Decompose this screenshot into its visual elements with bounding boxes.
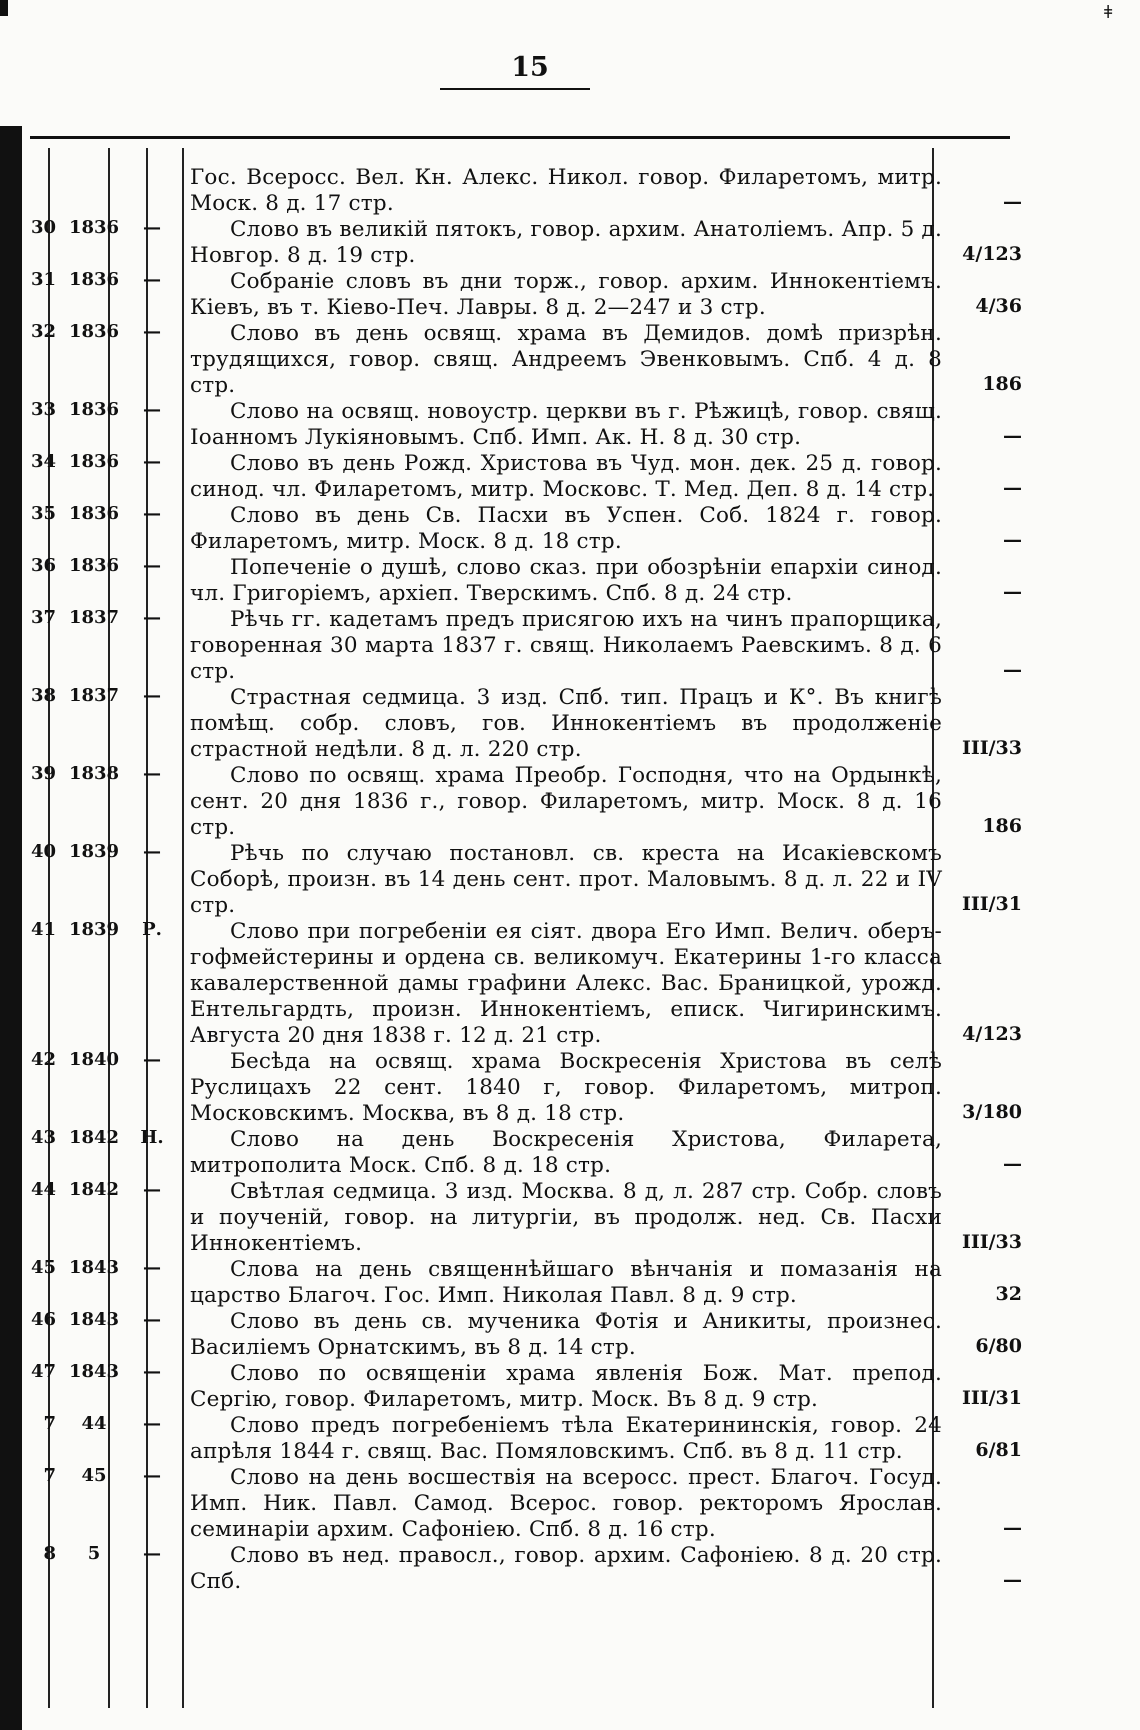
entry-year: 1839 [68, 919, 120, 940]
page-left-edge-bar [0, 126, 22, 1730]
entry-number: 30 [30, 217, 56, 238]
entry-value: 186 [982, 373, 1022, 395]
page-number-rule [440, 88, 590, 90]
entry-mark: — [143, 1257, 161, 1278]
entry-year: 1840 [68, 1049, 120, 1070]
entry-mark: — [143, 1465, 161, 1486]
table-row [22, 919, 1022, 1049]
catalog-table [22, 165, 1022, 1595]
entry-mark: Н. [140, 1127, 164, 1148]
entry-year: 1836 [68, 451, 120, 472]
entry-text: Слово по освященіи храма явленія Бож. Мат. препод. Сергію, говор. Филаретомъ, митр. Моск. Въ 8 д. 9 стр. [190, 1361, 942, 1412]
entry-number: 39 [30, 763, 56, 784]
entry-mark: — [143, 1361, 161, 1382]
entry-text: Слово на освящ. новоустр. церкви въ г. Рѣжицѣ, говор. свящ. Іоанномъ Лукіяновымъ. Спб. Имп. Ак. Н. 8 д. 30 стр. [190, 399, 942, 450]
entry-value: 4/36 [975, 295, 1022, 317]
entry-number: 41 [30, 919, 56, 940]
entry-text: Свѣтлая седмица. 3 изд. Москва. 8 д, л. 287 стр. Собр. словъ и поученій, говор. на литургіи, въ продолж. нед. Св. Пасхи Иннокентіемъ. [190, 1179, 942, 1256]
entry-year: 1838 [68, 763, 120, 784]
entry-number: 35 [30, 503, 56, 524]
entry-text: Слово въ день св. мученика Фотія и Аникиты, произнес. Василіемъ Орнатскимъ, въ 8 д. 14 стр. [190, 1309, 942, 1360]
entry-mark: — [143, 1179, 161, 1200]
entry-mark: — [143, 763, 161, 784]
entry-number: 47 [30, 1361, 56, 1382]
entry-value: — [1003, 659, 1022, 681]
table-row [22, 1257, 1022, 1309]
table-row [22, 607, 1022, 685]
entry-text: Слово въ великій пятокъ, говор. архим. Анатоліемъ. Апр. 5 д. Новгор. 8 д. 19 стр. [190, 217, 942, 268]
entry-year: 1843 [68, 1257, 120, 1278]
entry-mark: — [143, 321, 161, 342]
entry-value: — [1003, 1517, 1022, 1539]
entry-number: 8 [43, 1543, 56, 1564]
entry-year: 1843 [68, 1309, 120, 1330]
entry-year: 1836 [68, 269, 120, 290]
entry-value: — [1003, 581, 1022, 603]
entry-mark: — [143, 607, 161, 628]
entry-value: 4/123 [962, 243, 1022, 265]
entry-mark: — [143, 1543, 161, 1564]
entry-year: 1836 [68, 399, 120, 420]
entry-number: 42 [30, 1049, 56, 1070]
entry-number: 43 [30, 1127, 56, 1148]
entry-text: Слово въ день Св. Пасхи въ Успен. Соб. 1824 г. говор. Филаретомъ, митр. Моск. 8 д. 18 стр. [190, 503, 942, 554]
entry-text: Слово въ день освящ. храма въ Демидов. домѣ призрѣн. трудящихся, говор. свящ. Андреемъ Эвенковымъ. Спб. 4 д. 8 стр. [190, 321, 942, 398]
entry-year: 1842 [68, 1179, 120, 1200]
entry-year: 1836 [68, 503, 120, 524]
entry-year: 1842 [68, 1127, 120, 1148]
entry-mark: — [143, 217, 161, 238]
entry-mark: — [143, 555, 161, 576]
entry-text: Рѣчь гг. кадетамъ предъ присягою ихъ на чинъ прапорщика, говоренная 30 марта 1837 г. свящ. Николаемъ Раевскимъ. 8 д. 6 стр. [190, 607, 942, 684]
table-row [22, 1543, 1022, 1595]
entry-value: — [1003, 477, 1022, 499]
table-row [22, 1309, 1022, 1361]
entry-value: — [1003, 529, 1022, 551]
entry-number: 31 [30, 269, 56, 290]
entry-number: 7 [43, 1413, 56, 1434]
table-row [22, 217, 1022, 269]
entry-value: III/33 [961, 737, 1022, 759]
table-row [22, 1049, 1022, 1127]
entry-year: 1837 [68, 685, 120, 706]
table-row [22, 1127, 1022, 1179]
entry-number: 46 [30, 1309, 56, 1330]
table-row [22, 321, 1022, 399]
entry-value: III/33 [961, 1231, 1022, 1253]
entry-text: Слово въ нед. правосл., говор. архим. Сафоніею. 8 д. 20 стр. Спб. [190, 1543, 942, 1594]
table-row [22, 503, 1022, 555]
entry-value: 3/180 [962, 1101, 1022, 1123]
entry-mark: — [143, 1049, 161, 1070]
table-row [22, 399, 1022, 451]
entry-mark: — [143, 1309, 161, 1330]
entry-mark: — [143, 841, 161, 862]
entry-year: 44 [81, 1413, 107, 1434]
entry-value: — [1003, 1153, 1022, 1175]
entry-year: 1836 [68, 217, 120, 238]
entry-number: 7 [43, 1465, 56, 1486]
entry-value: 6/80 [975, 1335, 1022, 1357]
table-row [22, 841, 1022, 919]
entry-value: 32 [995, 1283, 1022, 1305]
entry-number: 37 [30, 607, 56, 628]
entry-mark: — [143, 1413, 161, 1434]
table-row [22, 555, 1022, 607]
table-top-rule [30, 136, 1010, 139]
entry-text: Слово по освящ. храма Преобр. Господня, что на Ордынкѣ, сент. 20 дня 1836 г., говор. Филаретомъ, митр. Моск. 8 д. 16 стр. [190, 763, 942, 840]
entry-text: Гос. Всеросс. Вел. Кн. Алекс. Никол. говор. Филаретомъ, митр. Моск. 8 д. 17 стр. [190, 165, 942, 216]
entry-year: 1837 [68, 607, 120, 628]
entry-number: 38 [30, 685, 56, 706]
entry-number: 33 [30, 399, 56, 420]
table-row [22, 269, 1022, 321]
entry-value: 6/81 [975, 1439, 1022, 1461]
entry-text: Рѣчь по случаю постановл. св. креста на Исакіевскомъ Соборѣ, произн. въ 14 день сент. прот. Маловымъ. 8 д. л. 22 и IV стр. [190, 841, 942, 918]
entry-mark: — [143, 451, 161, 472]
entry-value: III/31 [961, 893, 1022, 915]
entry-year: 1843 [68, 1361, 120, 1382]
entry-mark: — [143, 399, 161, 420]
entry-text: Слово въ день Рожд. Христова въ Чуд. мон. дек. 25 д. говор. синод. чл. Филаретомъ, митр. Московс. Т. Мед. Деп. 8 д. 14 стр. [190, 451, 942, 502]
entry-year: 1836 [68, 321, 120, 342]
scan-edge-mark [0, 0, 8, 16]
entry-year: 1836 [68, 555, 120, 576]
table-row [22, 1413, 1022, 1465]
entry-mark: Р. [142, 919, 162, 940]
entry-value: 4/123 [962, 1023, 1022, 1045]
table-row [22, 1465, 1022, 1543]
table-row [22, 451, 1022, 503]
entry-text: Слово на день восшествія на всеросс. прест. Благоч. Госуд. Имп. Ник. Павл. Самод. Всерос. говор. ректоромъ Ярослав. семинаріи архим. Сафоніею. Спб. 8 д. 16 стр. [190, 1465, 942, 1542]
entry-text: Слово на день Воскресенія Христова, Филарета, митрополита Моск. Спб. 8 д. 18 стр. [190, 1127, 942, 1178]
entry-number: 34 [30, 451, 56, 472]
entry-number: 32 [30, 321, 56, 342]
table-row [22, 685, 1022, 763]
entry-text: Слово предъ погребеніемъ тѣла Екатерининскія, говор. 24 апрѣля 1844 г. свящ. Вас. Помяловскимъ. Спб. въ 8 д. 11 стр. [190, 1413, 942, 1464]
page-number: 15 [511, 52, 549, 83]
entry-value: — [1003, 425, 1022, 447]
entry-number: 40 [30, 841, 56, 862]
entry-value: 186 [982, 815, 1022, 837]
entry-value: — [1003, 1569, 1022, 1591]
table-row [22, 763, 1022, 841]
entry-year: 1839 [68, 841, 120, 862]
entry-mark: — [143, 503, 161, 524]
entry-text: Попеченіе о душѣ, слово сказ. при обозрѣніи епархіи синод. чл. Григоріемъ, архіеп. Тверскимъ. Спб. 8 д. 24 стр. [190, 555, 942, 606]
entry-text: Собраніе словъ въ дни торж., говор. архим. Иннокентіемъ. Кіевъ, въ т. Кіево-Печ. Лавры. 8 д. 2—247 и 3 стр. [190, 269, 942, 320]
entry-value: III/31 [961, 1387, 1022, 1409]
entry-mark: — [143, 269, 161, 290]
entry-mark: — [143, 685, 161, 706]
table-row [22, 1179, 1022, 1257]
entry-number: 36 [30, 555, 56, 576]
entry-number: 44 [30, 1179, 56, 1200]
entry-text: Страстная седмица. 3 изд. Спб. тип. Працъ и К°. Въ книгѣ помѣщ. собр. словъ, гов. Иннокентіемъ въ продолженіе страстной недѣли. 8 д. л. 220 стр. [190, 685, 942, 762]
table-row [22, 1361, 1022, 1413]
entry-text: Слова на день священнѣйшаго вѣнчанія и помазанія на царство Благоч. Гос. Имп. Николая Павл. 8 д. 9 стр. [190, 1257, 942, 1308]
entry-year: 45 [81, 1465, 107, 1486]
entry-text: Слово при погребеніи ея сіят. двора Его Имп. Велич. оберъ-гофмейстерины и ордена св. великомуч. Екатерины 1-го класса кавалерственной дамы графини Алекс. Вас. Браницкой, урожд. Ентельгардть, произн. Иннокентіемъ, еписк. Чигиринскимъ. Августа 20 дня 1838 г. 12 д. 21 стр. [190, 919, 942, 1048]
table-row [22, 165, 1022, 217]
scan-corner-mark: ǂ [1104, 2, 1113, 23]
entry-number: 45 [30, 1257, 56, 1278]
entry-text: Бесѣда на освящ. храма Воскресенія Христова въ селѣ Руслицахъ 22 сент. 1840 г, говор. Филаретомъ, митроп. Московскимъ. Москва, въ 8 д. 18 стр. [190, 1049, 942, 1126]
entry-year: 5 [87, 1543, 101, 1564]
entry-value: — [1003, 191, 1022, 213]
